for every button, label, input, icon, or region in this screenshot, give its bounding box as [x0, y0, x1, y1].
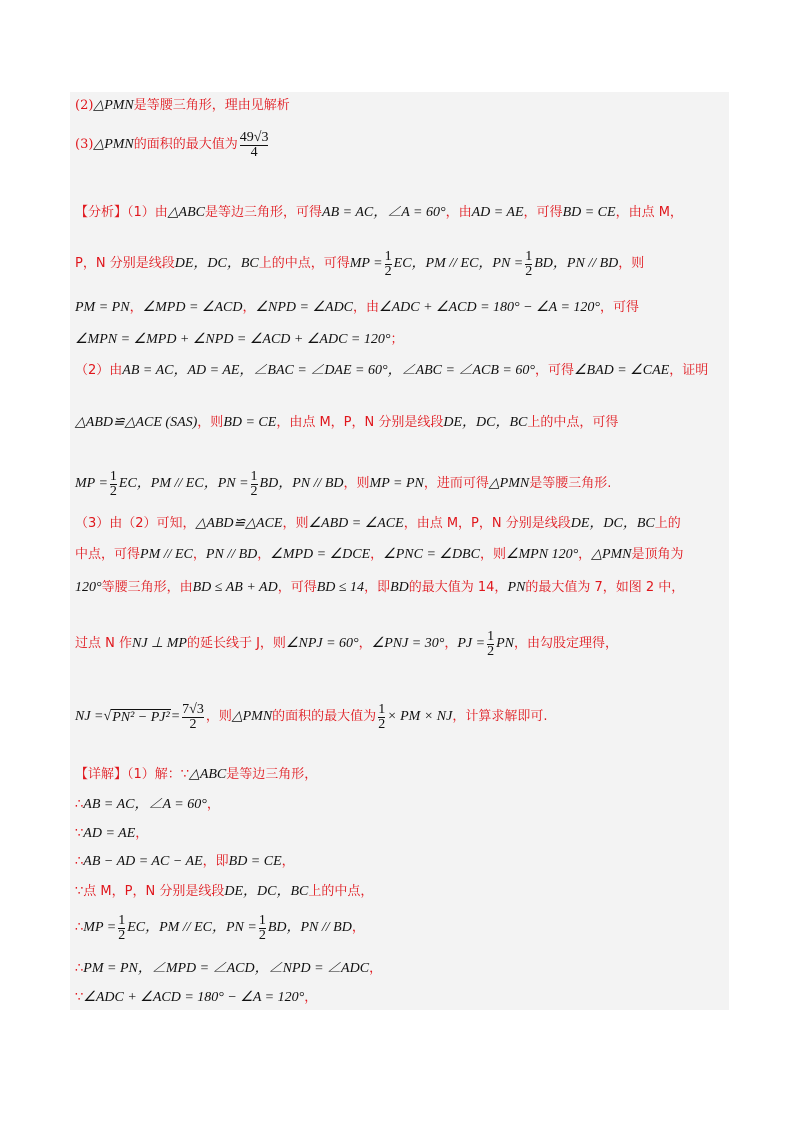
fraction: $\frac{1}{2}$	[384, 248, 392, 279]
solution-line-4: ∴ AB − AD = AC − AE ，即 BD = CE ，	[75, 854, 295, 869]
fraction: $\frac{1}{2}$	[109, 468, 117, 499]
answer-3: (3) △PMN 的面积的最大值为 $\frac{49√3}{4}$	[75, 129, 269, 160]
analysis-line-6: △ABD≌△ACE (SAS) ，则 BD = CE ，由点 M，P，N 分别是线段 DE，DC，BC 上的中点，可得	[75, 415, 619, 430]
fraction: $\frac{1}{2}$	[118, 912, 126, 943]
analysis-line-2: P，N 分别是线段 DE，DC，BC 上的中点，可得 MP = $\frac{1}{2}$ EC，PM // EC，PN = $\frac{1}{2}$ BD，PN // BD ，则	[75, 248, 645, 279]
fraction: $\frac{1}{2}$	[487, 628, 495, 659]
answer-2: (2) △PMN 是等腰三角形，理由见解析	[75, 98, 290, 113]
solution-line-3: ∵ AD = AE ，	[75, 826, 149, 841]
analysis-line-8: （3）由（2）可知， △ABD≌△ACE ，则 ∠ABD = ∠ACE ，由点 M，P，N 分别是线段 DE，DC，BC 上的	[75, 516, 681, 531]
analysis-line-10: 120° 等腰三角形，由 BD ≤ AB + AD ，可得 BD ≤ 14 ，即 BD 的最大值为 14， PN 的最大值为 7，如图 2 中，	[75, 580, 685, 595]
solution-line-5: ∵点 M，P，N 分别是线段 DE，DC，BC 上的中点，	[75, 884, 374, 899]
fraction: $\frac{7√3}{2}$	[182, 701, 204, 732]
analysis-line-3: PM = PN ， ∠MPD = ∠ACD ， ∠NPD = ∠ADC ，由 ∠ADC + ∠ACD = 180° − ∠A = 120° ，可得	[75, 300, 639, 315]
analysis-line-4: ∠MPN = ∠MPD + ∠NPD = ∠ACD + ∠ADC = 120° ；	[75, 332, 404, 347]
analysis-line-9: 中点，可得 PM // EC ， PN // BD ， ∠MPD = ∠DCE ， ∠PNC = ∠DBC ，则 ∠MPN 120° ， △PMN 是顶角为	[75, 547, 684, 562]
analysis-line-7: MP = $\frac{1}{2}$ EC，PM // EC，PN = $\frac{1}{2}$ BD，PN // BD ，则 MP = PN ，进而可得 △PMN 是等腰三角形.	[75, 468, 612, 499]
fraction: $\frac{1}{2}$	[378, 701, 386, 732]
solution-line-2: ∴ AB = AC，∠A = 60° ，	[75, 797, 220, 812]
solution-line-6: ∴ MP = $\frac{1}{2}$ EC，PM // EC，PN = $\frac{1}{2}$ BD，PN // BD ，	[75, 912, 365, 943]
fraction: $\frac{49√3}{4}$	[239, 129, 269, 160]
analysis-line-12: NJ = √ PN² − PJ² = $\frac{7√3}{2}$ ，则 △PMN 的面积的最大值为 $\frac{1}{2}$ × PM × NJ ，计算求解即可.	[75, 701, 548, 732]
solution-line-7: ∴ PM = PN，∠MPD = ∠ACD，∠NPD = ∠ADC ，	[75, 961, 383, 976]
analysis-line-5: （2）由 AB = AC，AD = AE，∠BAC = ∠DAE = 60°，∠ABC = ∠ACB = 60° ，可得 ∠BAD = ∠CAE ，证明	[75, 363, 709, 378]
square-root: √ PN² − PJ²	[103, 709, 170, 725]
fraction: $\frac{1}{2}$	[250, 468, 258, 499]
fraction: $\frac{1}{2}$	[525, 248, 533, 279]
analysis-line-11: 过点 N 作 NJ ⊥ MP 的延长线于 J，则 ∠NPJ = 60° ， ∠PNJ = 30° ， PJ = $\frac{1}{2}$ PN ，由勾股定理得，	[75, 628, 618, 659]
solution-line-8: ∵ ∠ADC + ∠ACD = 180° − ∠A = 120° ，	[75, 990, 318, 1005]
analysis-line-1: 【分析】（1）由 △ABC 是等边三角形，可得 AB = AC，∠A = 60° ，由 AD = AE ，可得 BD = CE ，由点 M，	[75, 205, 683, 220]
solution-line-1: 【详解】（1）解：∵ △ABC 是等边三角形，	[75, 767, 318, 782]
fraction: $\frac{1}{2}$	[258, 912, 266, 943]
